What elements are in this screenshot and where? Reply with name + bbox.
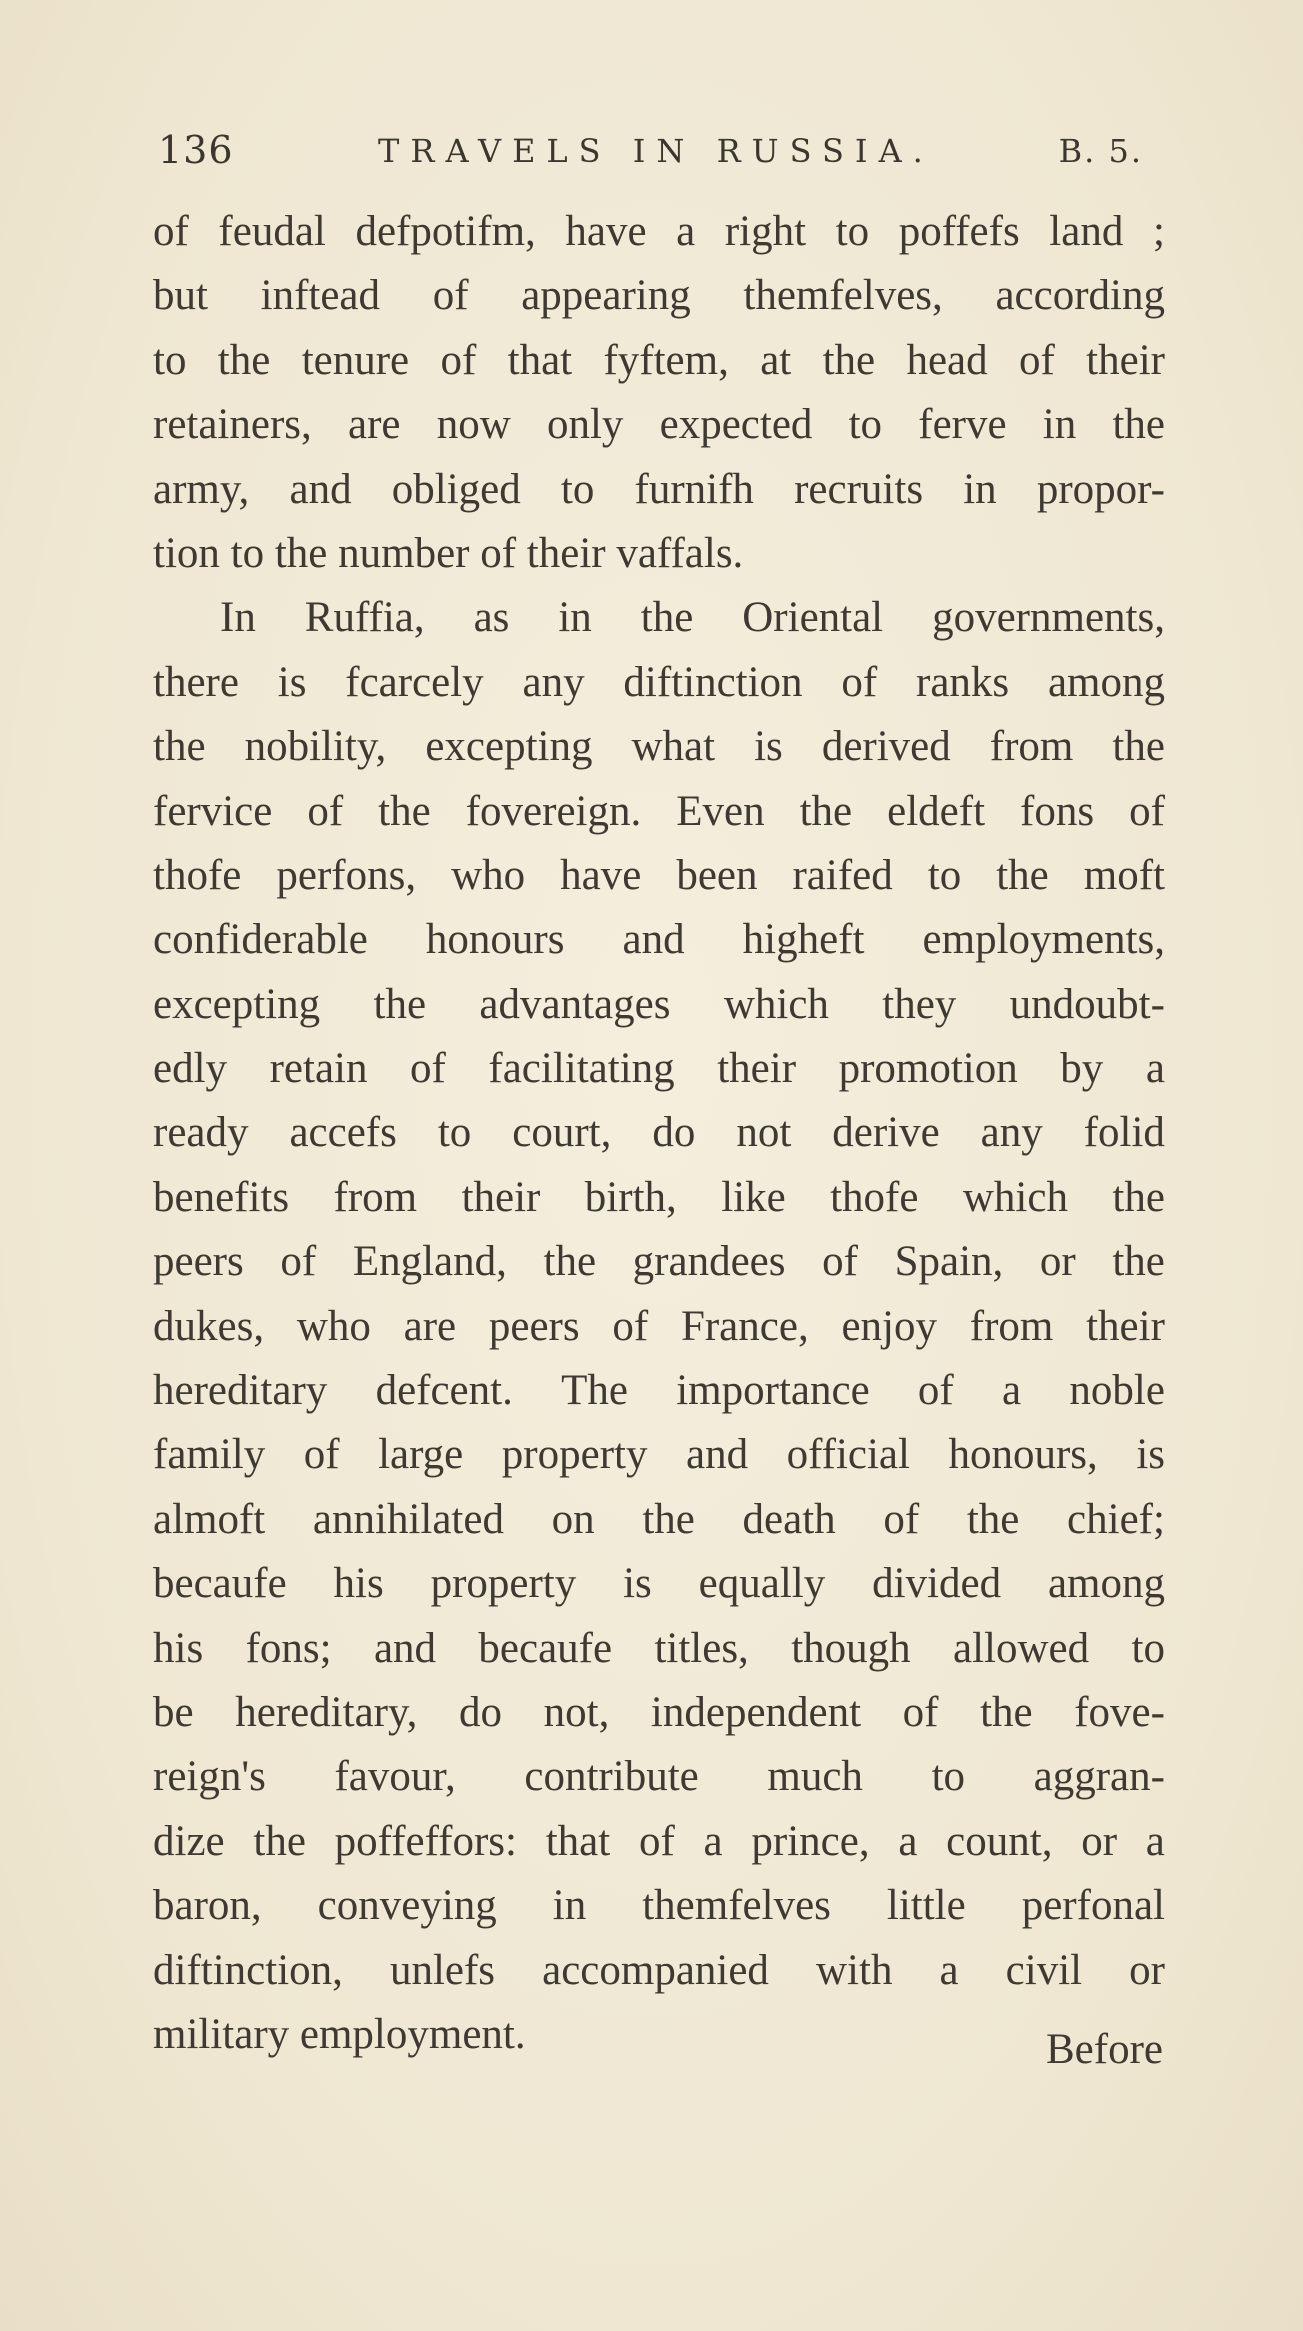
word: allowed [953,1624,1090,1672]
running-head [158,122,1143,182]
word: accompanied [542,1946,769,1994]
word: aggran- [1033,1753,1165,1801]
word: death [742,1495,836,1543]
word: the [642,1495,695,1543]
word: to [931,1753,966,1801]
text-line [153,973,1165,1037]
word: the [217,336,271,384]
word: do [459,1688,503,1736]
word: to [927,851,962,899]
word: large [378,1431,464,1479]
word: advantages [479,980,671,1028]
word: or [1039,1238,1076,1286]
word: appearing [521,272,691,320]
word: of [822,1238,858,1286]
word: fons; [245,1624,332,1672]
word: thofe [830,1173,919,1221]
text-line [153,651,1165,715]
running-title: TRAVELS IN RUSSIA. [378,132,934,170]
word: eldeft [887,787,986,835]
word: of [902,1688,939,1736]
word: a [1145,1045,1165,1093]
word: little [886,1882,966,1930]
catchword: Before [1046,2026,1163,2073]
word: becaufe [478,1624,613,1672]
word: folid [1083,1109,1165,1157]
word: inftead [260,272,381,320]
word: in [558,594,592,642]
word: dukes, [153,1302,265,1350]
word: of [917,1367,954,1415]
word: of [153,208,189,255]
word: of [440,336,477,384]
word: civil [1005,1946,1083,1994]
word: property [501,1431,648,1479]
word: been [676,851,758,899]
word: England, [352,1238,507,1286]
word: facilitating [488,1045,675,1093]
word: to [437,1109,472,1157]
book-reference: B. 5. [1058,132,1143,170]
word: retain [269,1045,368,1093]
word: are [347,401,401,449]
word: obliged [391,465,521,513]
word: is [1136,1431,1165,1479]
word: and [289,465,352,513]
word: with [816,1946,893,1994]
text-line [153,1810,1165,1874]
word: defcent. [375,1367,513,1415]
text-line [153,1939,1165,2003]
word: perfonal [1021,1882,1165,1930]
word: from [333,1173,418,1221]
text-line [153,200,1165,264]
word: their [1086,1302,1165,1350]
word: in [1042,401,1077,449]
word: fovereign. [465,787,642,835]
word: on [551,1495,595,1543]
word: fyftem, [603,336,729,384]
word: promotion [838,1045,1018,1093]
word: according [995,272,1165,320]
word: property [430,1560,577,1608]
word: higheft [742,916,865,964]
word: much [767,1753,863,1801]
word: themfelves, [743,272,943,320]
word: propor- [1036,465,1165,513]
word: diftinction [623,658,803,706]
text-line [153,1037,1165,1101]
word: to [848,401,883,449]
word: from [989,723,1074,771]
word: his [333,1560,384,1608]
word: of [432,272,469,320]
word: of [1018,336,1055,384]
text-line [153,1617,1165,1681]
word: among [1047,658,1165,706]
word: in [552,1882,587,1930]
text-line: military employment. [153,2010,526,2058]
word: fove- [1074,1688,1165,1736]
word: have [565,208,647,255]
word: In [220,594,256,642]
word: divided [872,1560,1002,1608]
word: like [721,1173,786,1221]
word: raifed [792,851,893,899]
word: expected [659,401,813,449]
word: excepting [153,980,321,1028]
word: though [791,1624,911,1672]
word: benefits [153,1173,290,1221]
word: importance [676,1367,870,1415]
word: any [980,1109,1043,1157]
word: thofe [153,851,242,899]
page-number: 136 [158,128,234,172]
word: is [754,723,783,771]
word: favour, [334,1753,456,1801]
text-line [153,908,1165,972]
text-line [153,1552,1165,1616]
word: of [638,1817,675,1865]
word: they [882,980,957,1028]
word: hereditary [153,1367,328,1415]
word: excepting [425,723,593,771]
text-line [153,1423,1165,1487]
word: the [153,723,206,771]
word: not [736,1109,792,1157]
word: Spain, [894,1238,1004,1286]
word: the [378,787,431,835]
word: count, [946,1817,1053,1865]
word: who [296,1302,371,1350]
word: there [153,658,239,706]
word: only [546,401,624,449]
word: independent [650,1688,862,1736]
word: by [1060,1045,1104,1093]
text-line [153,715,1165,779]
word: that [545,1817,611,1865]
word: not, [543,1688,610,1736]
word: Even [676,787,765,835]
word: diftinction, [153,1946,343,1994]
word: ranks [916,658,1010,706]
word: and [373,1624,437,1672]
word: poffeffors: [334,1817,517,1865]
word: the [1112,401,1165,449]
word: of [883,1495,920,1543]
word: their [1086,336,1165,384]
word: head [906,336,988,384]
word: undoubt- [1009,980,1165,1028]
word: as [473,594,510,642]
text-line [153,1230,1165,1294]
word: and [685,1431,749,1479]
word: France, [680,1302,809,1350]
word: peers [488,1302,580,1350]
word: a [939,1946,959,1994]
word: right [724,208,807,255]
word: or [1081,1817,1118,1865]
word: the [543,1238,597,1286]
text-line [153,844,1165,908]
text-line [153,393,1165,457]
word: employments, [922,916,1165,964]
word: dize [153,1817,225,1865]
word: the [966,1495,1020,1543]
word: the [1112,1238,1165,1286]
text-line [153,1166,1165,1230]
word: fons [1020,787,1095,835]
text-line [153,329,1165,393]
text-line [153,458,1165,522]
word: nobility, [244,723,387,771]
word: the [980,1688,1033,1736]
word: is [623,1560,652,1608]
word: to [835,208,870,255]
text-line [153,1295,1165,1359]
word: and [622,916,685,964]
word: are [403,1302,457,1350]
word: equally [698,1560,826,1608]
word: a [898,1817,918,1865]
word: contribute [524,1753,699,1801]
word: family [153,1431,266,1479]
word: in [963,465,997,513]
word: at [760,336,792,384]
text-line [153,264,1165,328]
word: of [612,1302,649,1350]
word: Oriental [742,594,884,642]
word: The [561,1367,628,1415]
word: derived [821,723,951,771]
word: tenure [301,336,410,384]
word: peers [153,1238,244,1286]
text-line [153,1359,1165,1423]
word: chief; [1067,1495,1165,1543]
word: almoft [153,1495,266,1543]
word: furnifh [634,465,754,513]
word: titles, [654,1624,749,1672]
word: feudal [218,208,326,255]
word: ferve [918,401,1007,449]
word: fcarcely [345,658,484,706]
word: a [676,208,696,255]
word: a [703,1817,723,1865]
word: honours [425,916,565,964]
word: which [723,980,829,1028]
word: their [717,1045,797,1093]
word: edly [153,1045,228,1093]
word: any [522,658,585,706]
word: have [560,851,642,899]
word: army, [153,465,250,513]
word: annihilated [312,1495,504,1543]
word: of [303,1431,340,1479]
word: do [652,1109,696,1157]
word: among [1047,1560,1165,1608]
word: themfelves [642,1882,831,1930]
word: grandees [632,1238,786,1286]
word: confiderable [153,916,368,964]
word: derive [832,1109,940,1157]
word: honours, [948,1431,1098,1479]
word: poffefs [898,208,1020,255]
word: but [153,272,208,320]
word: of [841,658,878,706]
word: ready [153,1109,249,1157]
word: recruits [794,465,924,513]
word: from [969,1302,1054,1350]
word: the [996,851,1049,899]
text-line [153,1745,1165,1809]
word: official [786,1431,910,1479]
word: baron, [153,1882,262,1930]
word: defpotifm, [355,208,536,255]
word: the [799,787,853,835]
word: that [507,336,573,384]
word: land [1049,208,1124,255]
word: the [640,594,694,642]
word: which [962,1173,1068,1221]
text-line [153,586,1165,650]
word: retainers, [153,401,312,449]
word: of [1129,787,1165,835]
word: moft [1083,851,1165,899]
word: the [822,336,876,384]
word: ; [1152,208,1165,255]
word: noble [1069,1367,1165,1415]
word: to [1131,1624,1165,1672]
word: of [307,787,344,835]
word: be [153,1688,194,1736]
word: birth, [584,1173,677,1221]
text-line [153,1488,1165,1552]
word: hereditary, [235,1688,418,1736]
word: court, [512,1109,612,1157]
word: perfons, [276,851,417,899]
word: Ruffia, [304,594,425,642]
word: to [153,336,187,384]
word: the [253,1817,306,1865]
word: enjoy [841,1302,937,1350]
word: to [560,465,595,513]
word: accefs [289,1109,397,1157]
word: what [631,723,716,771]
word: of [410,1045,446,1093]
body-text [153,200,1165,2067]
text-line: tion to the number of their vaffals. [153,529,744,577]
text-line [153,1101,1165,1165]
word: fervice [153,787,273,835]
word: governments, [932,594,1165,642]
text-line [153,1681,1165,1745]
word: the [1112,1173,1165,1221]
word: reign's [153,1753,266,1801]
word: their [461,1173,541,1221]
word: the [373,980,427,1028]
word: of [280,1238,317,1286]
word: is [277,658,307,706]
word: who [451,851,526,899]
word: a [1145,1817,1165,1865]
word: the [1112,723,1165,771]
word: conveying [317,1882,497,1930]
word: his [153,1624,204,1672]
word: prince, [751,1817,870,1865]
word: unlefs [389,1946,496,1994]
text-line [153,1874,1165,1938]
word: or [1129,1946,1165,1994]
word: a [1002,1367,1022,1415]
word: now [436,401,511,449]
word: becaufe [153,1560,287,1608]
text-line [153,780,1165,844]
